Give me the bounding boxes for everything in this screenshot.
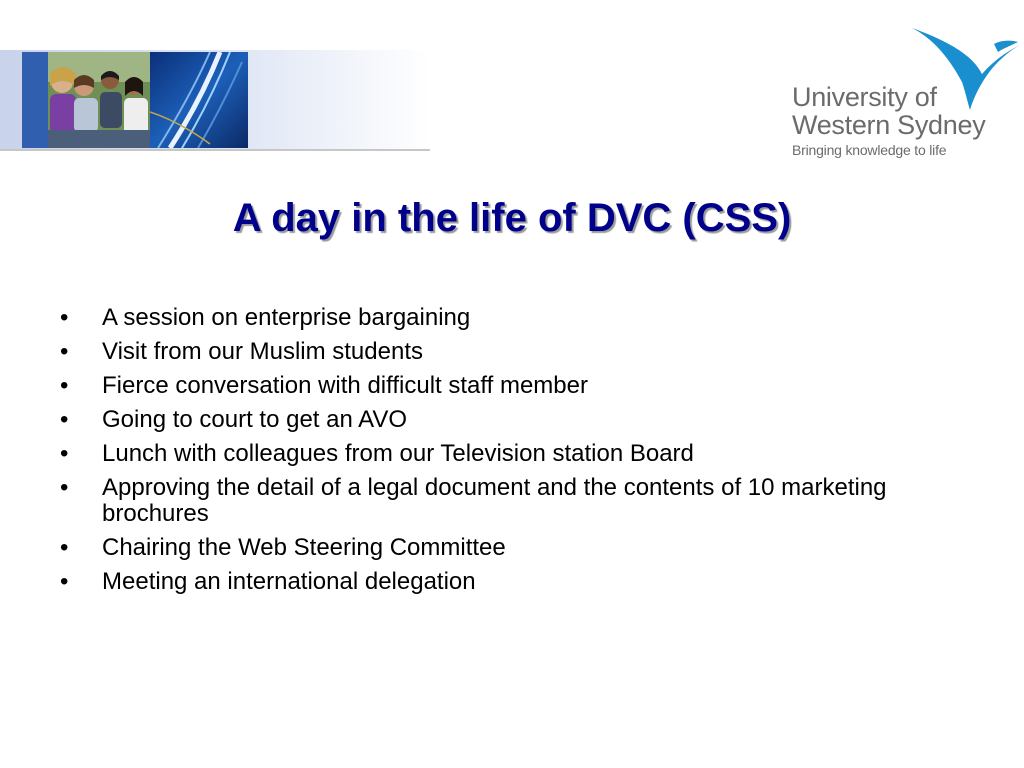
list-item	[58, 305, 958, 331]
list-item	[58, 535, 958, 561]
bullet-icon: •	[60, 534, 69, 561]
header-banner	[0, 50, 430, 150]
bullet-list	[58, 305, 958, 603]
list-item-text: A session on enterprise bargaining	[102, 304, 471, 331]
list-item-text: Chairing the Web Steering Committee	[102, 534, 506, 561]
students-photo	[22, 52, 150, 148]
abstract-light-photo	[150, 52, 248, 148]
logo-tagline: Bringing knowledge to life	[792, 142, 947, 158]
university-logo	[790, 22, 1022, 162]
bullet-icon: •	[60, 406, 69, 433]
bullet-icon: •	[60, 568, 69, 595]
bullet-icon: •	[60, 474, 69, 501]
bullet-icon: •	[60, 372, 69, 399]
list-item	[58, 569, 958, 595]
list-item-text: Approving the detail of a legal document and the contents of 10 marketing brochures	[102, 474, 887, 527]
bullet-icon: •	[60, 304, 69, 331]
list-item	[58, 441, 958, 467]
logo-text-line1: University of	[792, 82, 937, 112]
list-item	[58, 475, 958, 527]
list-item-text: Going to court to get an AVO	[102, 406, 408, 433]
bullet-icon: •	[60, 338, 69, 365]
list-item-text: Lunch with colleagues from our Television station Board	[102, 440, 694, 467]
bullet-icon: •	[60, 440, 69, 467]
list-item	[58, 339, 958, 365]
list-item	[58, 407, 958, 433]
list-item-text: Fierce conversation with difficult staff member	[102, 372, 588, 399]
logo-text-line2: Western Sydney	[792, 110, 986, 140]
list-item-text: Meeting an international delegation	[102, 568, 476, 595]
list-item-text: Visit from our Muslim students	[102, 338, 423, 365]
list-item	[58, 373, 958, 399]
banner-divider	[0, 149, 430, 151]
slide-title: A day in the life of DVC (CSS)	[232, 196, 792, 240]
